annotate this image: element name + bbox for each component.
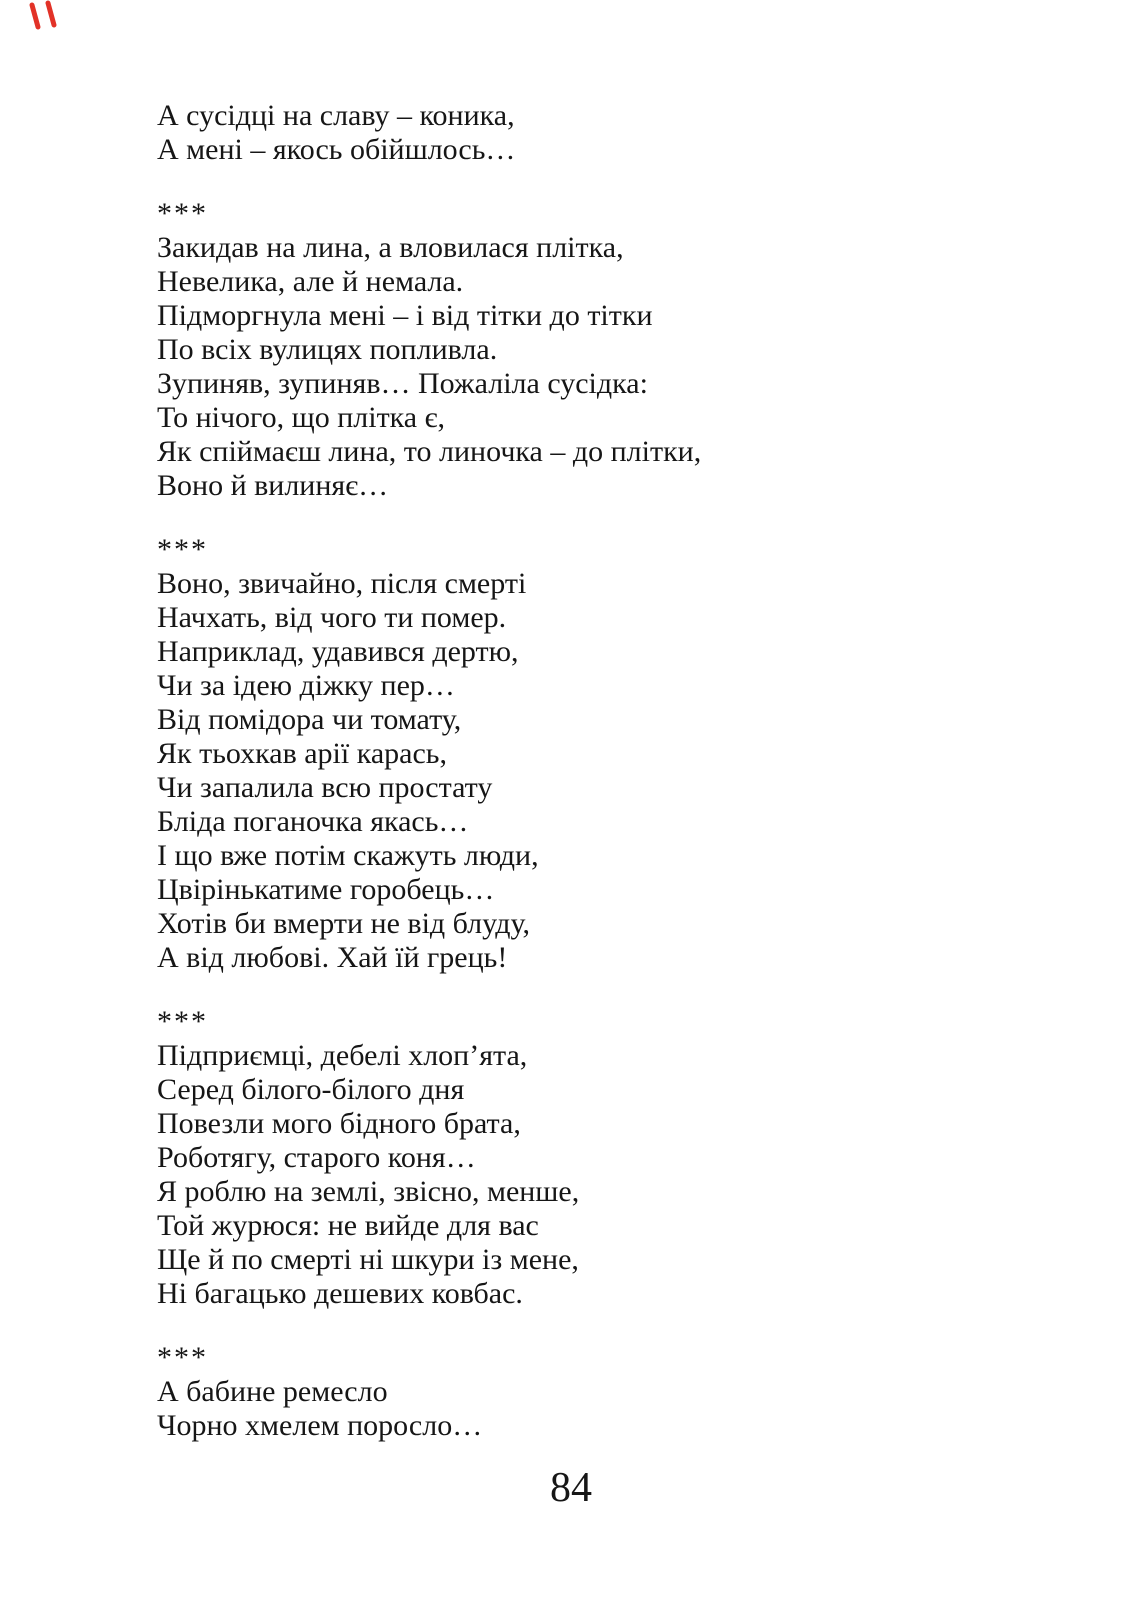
stanza-separator: *** (157, 197, 208, 230)
poem-line: А від любові. Хай їй грець! (157, 941, 508, 974)
page-number: 84 (550, 1465, 592, 1511)
stanza (157, 99, 917, 167)
poem-line: Роботягу, старого коня… (157, 1141, 476, 1174)
poem-line: Чорно хмелем поросло… (157, 1409, 483, 1442)
poem-line: І що вже потім скажуть люди, (157, 839, 539, 872)
poem-line: Від помідора чи томату, (157, 703, 462, 736)
stanza (157, 1039, 917, 1311)
poem-line: Цвірінькатиме горобець… (157, 873, 495, 906)
poem-line: Чи запалила всю простату (157, 771, 493, 804)
poem-line: Повезли мого бідного брата, (157, 1107, 521, 1140)
poem-line: Хотів би вмерти не від блуду, (157, 907, 531, 940)
poem-line: Як спіймаєш лина, то линочка – до плітки, (157, 435, 702, 468)
poem-line: Невелика, але й немала. (157, 265, 464, 298)
poem-line: Чи за ідею діжку пер… (157, 669, 455, 702)
poem-line: Ще й по смерті ні шкури із мене, (157, 1243, 579, 1276)
poem-line: Наприклад, удавився дертю, (157, 635, 519, 668)
poem-text-block (157, 99, 917, 1443)
poem-line: Як тьохкав арії карась, (157, 737, 447, 770)
stanza (157, 567, 917, 975)
stanza-separator: *** (157, 1005, 208, 1038)
poem-line: Я роблю на землі, звісно, менше, (157, 1175, 580, 1208)
poem-line: А бабине ремесло (157, 1375, 388, 1408)
stanza (157, 1375, 917, 1443)
stanza-separator: *** (157, 1341, 208, 1374)
poem-line: Начхать, від чого ти помер. (157, 601, 507, 634)
poem-line: Воно, звичайно, після смерті (157, 567, 527, 600)
poem-line: Той журюся: не вийде для вас (157, 1209, 539, 1242)
poem-line: Серед білого-білого дня (157, 1073, 465, 1106)
poem-line: По всіх вулицях попливла. (157, 333, 498, 366)
poem-line: Підприємці, дебелі хлоп’ята, (157, 1039, 528, 1072)
poem-line: Закидав на лина, а вловилася плітка, (157, 231, 624, 264)
poem-line: Зупиняв, зупиняв… Пожаліла сусідка: (157, 367, 648, 400)
poem-line: Воно й вилиняє… (157, 469, 389, 502)
poem-line: Ні багацько дешевих ковбас. (157, 1277, 523, 1310)
stanza (157, 231, 917, 503)
poem-line: А сусідці на славу – коника, (157, 99, 515, 132)
poem-line: То нічого, що плітка є, (157, 401, 445, 434)
stanza-separator: *** (157, 533, 208, 566)
red-pen-mark (24, 0, 68, 34)
poem-line: А мені – якось обійшлось… (157, 133, 516, 166)
poem-line: Підморгнула мені – і від тітки до тітки (157, 299, 653, 332)
poem-line: Бліда поганочка якась… (157, 805, 469, 838)
